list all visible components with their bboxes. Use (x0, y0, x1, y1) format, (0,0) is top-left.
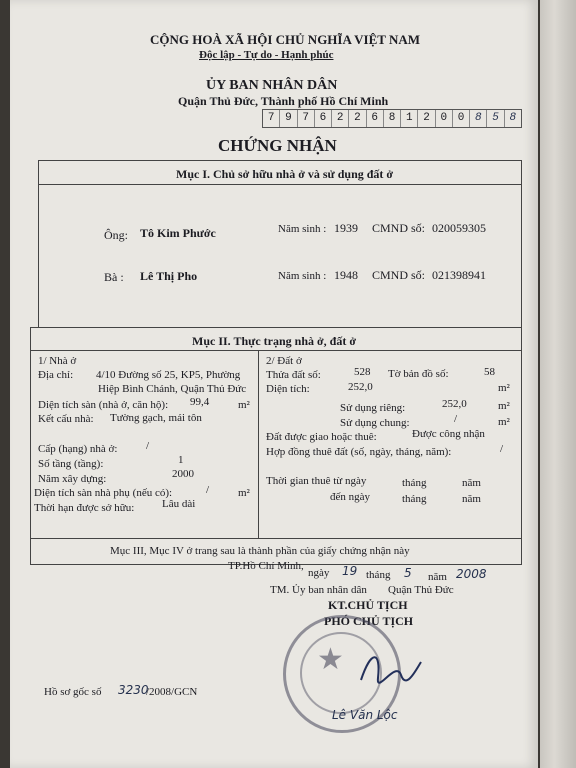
owner1-prefix: Ông: (104, 228, 128, 242)
land-lease-to-month: tháng (402, 493, 427, 505)
signature-mark (356, 640, 426, 700)
owner1-birth-label: Năm sinh : (278, 223, 327, 235)
land-area: 252,0 (348, 381, 373, 393)
section-1-box (38, 160, 522, 328)
record-label: Hồ sơ gốc số (44, 686, 102, 698)
house-year-label: Năm xây dựng: (38, 473, 107, 485)
signing-place: TP.Hồ Chí Minh, (228, 560, 304, 572)
house-term-label: Thời hạn được sở hữu: (34, 502, 135, 514)
land-lease: / (500, 443, 504, 455)
land-shared: / (454, 413, 458, 425)
owner1-birth: 1939 (334, 221, 358, 235)
land-area-label: Diện tích: (266, 383, 310, 395)
on-behalf-district: Quận Thủ Đức (388, 584, 454, 596)
section-2-footer-note: Mục III, Mục IV ở trang sau là thành phần của giấy chứng nhận này (110, 545, 410, 557)
signing-year: 2008 (456, 567, 487, 581)
land-shared-label: Sử dụng chung: (340, 417, 410, 429)
house-structure-label: Kết cấu nhà: (38, 413, 94, 425)
signing-month-label: tháng (366, 569, 391, 581)
land-map: 58 (484, 366, 495, 378)
house-floors-label: Số tầng (tầng): (38, 458, 104, 470)
next-page-edge (540, 0, 576, 768)
land-map-label: Tờ bản đồ số: (388, 368, 449, 380)
land-private: 252,0 (442, 398, 467, 410)
land-shared-unit: m² (498, 416, 510, 428)
section-1-heading: Mục I. Chủ sở hữu nhà ở và sử dụng đất ở (176, 167, 394, 181)
house-grade: / (146, 440, 150, 452)
house-title: 1/ Nhà ở (38, 355, 77, 367)
house-year: 2000 (172, 468, 194, 480)
on-behalf-line: TM. Ủy ban nhân dân (270, 584, 367, 596)
nation-title: CỘNG HOÀ XÃ HỘI CHỦ NGHĨA VIỆT NAM (150, 32, 421, 47)
land-lease-to-label: đến ngày (330, 491, 371, 503)
owner1-id: 020059305 (432, 221, 486, 235)
house-address-line1: 4/10 Đường số 25, KP5, Phường (96, 369, 241, 381)
land-plot-label: Thửa đất số: (266, 369, 321, 381)
land-plot: 528 (354, 366, 371, 378)
land-lease-from-label: Thời gian thuê từ ngày (266, 475, 367, 487)
house-address-label: Địa chỉ: (38, 369, 74, 381)
signing-day: 19 (342, 564, 358, 578)
signing-month: 5 (404, 566, 412, 580)
owner2-birth-label: Năm sinh : (278, 270, 327, 282)
land-lease-to-year: năm (462, 493, 481, 505)
house-floor-area-label: Diện tích sàn (nhà ở, căn hộ): (38, 399, 169, 411)
signing-day-label: ngày (308, 567, 330, 579)
house-structure: Tường gạch, mái tôn (110, 412, 202, 424)
owner2-prefix: Bà : (104, 270, 124, 284)
land-title: 2/ Đất ở (266, 355, 302, 367)
owner2-name: Lê Thị Pho (140, 269, 198, 283)
record-suffix: /2008/GCN (146, 686, 198, 698)
certificate-title: CHỨNG NHẬN (218, 136, 337, 155)
owner1-id-label: CMND số: (372, 221, 426, 235)
section-2-heading: Mục II. Thực trạng nhà ở, đất ở (192, 334, 356, 348)
owner2-id: 021398941 (432, 268, 486, 282)
signing-year-label: năm (428, 571, 447, 583)
record-number: 3230 (118, 683, 149, 697)
chair-line: KT.CHỦ TỊCH (328, 598, 408, 612)
district-line: Quận Thủ Đức, Thành phố Hồ Chí Minh (178, 94, 389, 108)
owner1-name: Tô Kim Phước (140, 226, 216, 240)
signer-name: Lê Văn Lộc (332, 708, 398, 722)
land-lease-from-month: tháng (402, 477, 427, 489)
owner2-birth: 1948 (334, 268, 358, 282)
house-term: Lâu dài (162, 498, 196, 510)
land-area-unit: m² (498, 382, 510, 394)
house-floors: 1 (178, 454, 184, 466)
land-lease-label: Hợp đồng thuê đất (số, ngày, tháng, năm): (266, 446, 452, 458)
vice-chair-title: PHÓ CHỦ TỊCH (324, 614, 414, 628)
seal-star-icon: ★ (317, 643, 344, 676)
owner2-id-label: CMND số: (372, 268, 426, 282)
land-private-unit: m² (498, 400, 510, 412)
house-aux-area-label: Diện tích sàn nhà phụ (nếu có): (34, 487, 173, 499)
house-aux-area: / (206, 484, 210, 496)
house-grade-label: Cấp (hạng) nhà ở: (38, 443, 118, 455)
house-address-line2: Hiệp Bình Chánh, Quận Thủ Đức (98, 383, 247, 395)
house-floor-area: 99,4 (190, 396, 210, 408)
motto: Độc lập - Tự do - Hạnh phúc (199, 49, 334, 61)
authority-title: ỦY BAN NHÂN DÂN (206, 78, 338, 93)
land-assign-label: Đất được giao hoặc thuê: (266, 431, 377, 443)
land-assign: Được công nhận (412, 428, 485, 440)
house-aux-area-unit: m² (238, 487, 250, 499)
house-floor-area-unit: m² (238, 399, 250, 411)
serial-number-boxes: 7 9 7 6 2 2 6 8 1 2 0 0 8 5 8 (262, 109, 522, 128)
land-private-label: Sử dụng riêng: (340, 402, 406, 414)
land-lease-from-year: năm (462, 477, 481, 489)
